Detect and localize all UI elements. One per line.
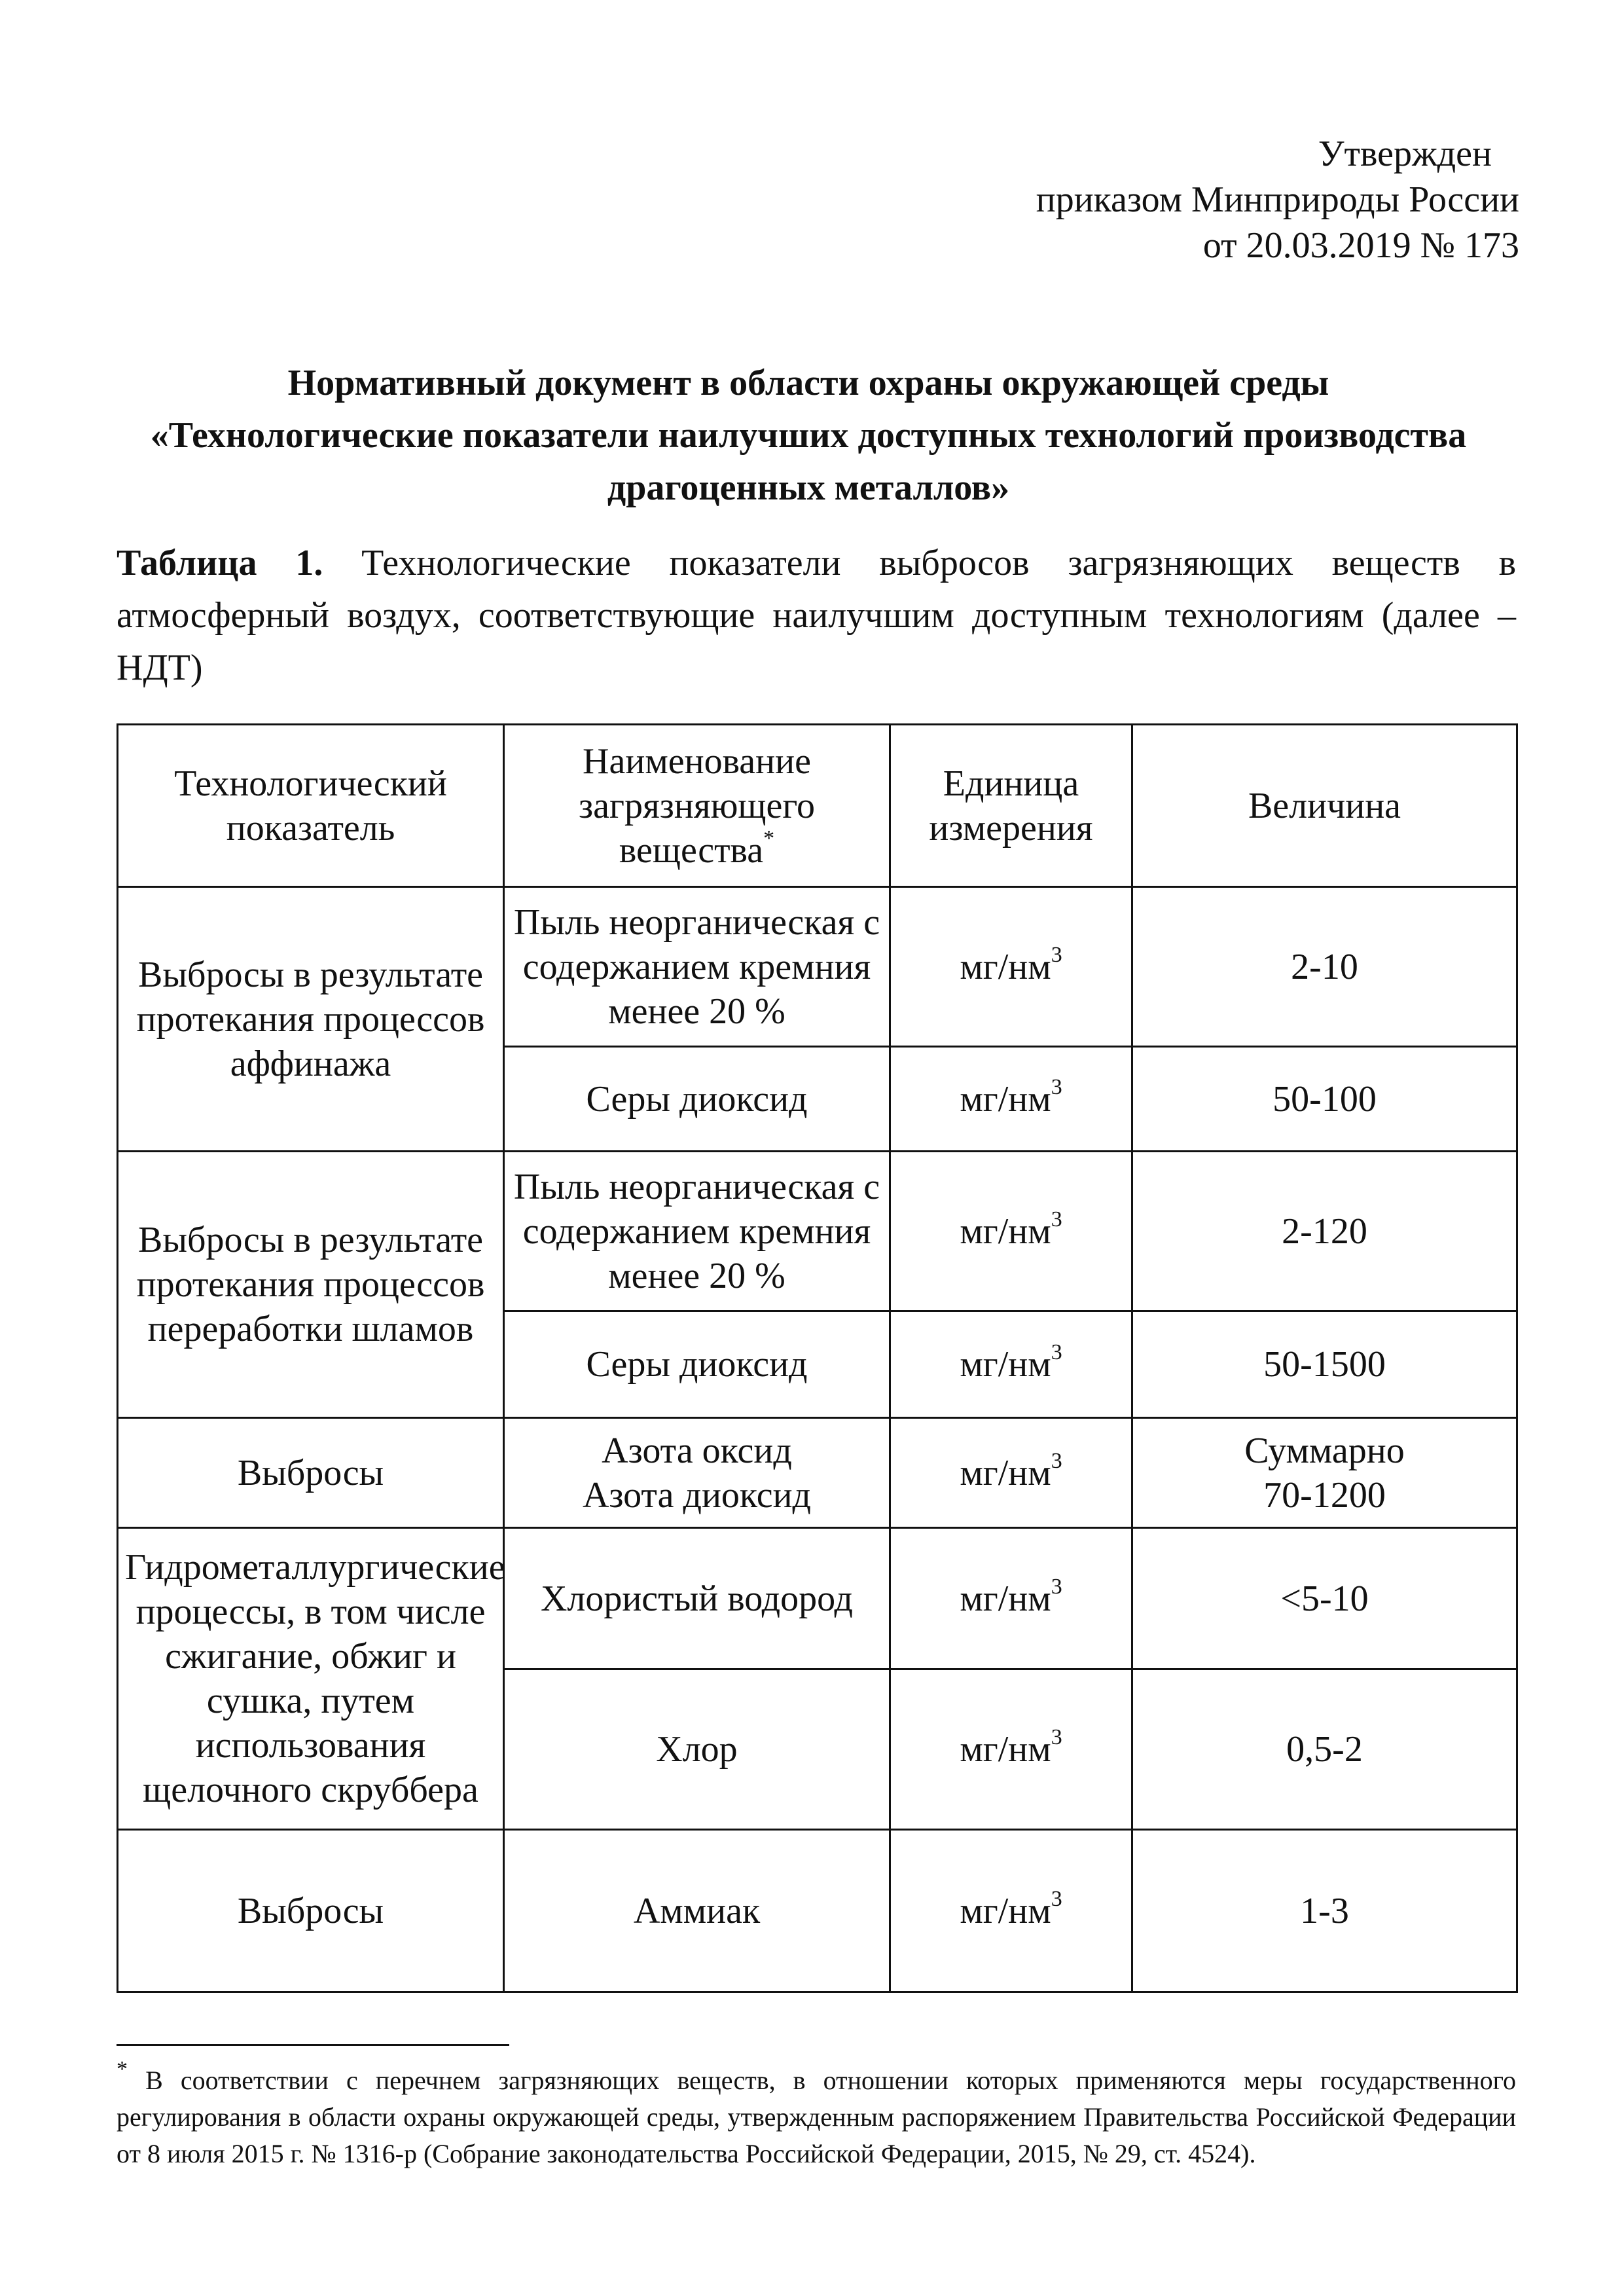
unit-cell: $мг/нм^3$	[890, 1669, 1132, 1830]
approval-stamp	[930, 131, 1519, 268]
header-substance: Наименование загрязняющего вещества*	[504, 725, 890, 887]
value-cell: 0,5-2	[1132, 1669, 1517, 1830]
title-line-2: «Технологические показатели наилучших доступных технологий производства	[150, 415, 1467, 456]
table-row	[118, 1418, 1517, 1528]
table-row	[118, 1528, 1517, 1669]
value-cell: <5-10	[1132, 1528, 1517, 1669]
unit-cell: $мг/нм^3$	[890, 1830, 1132, 1992]
value-cell: Суммарно 70-1200	[1132, 1418, 1517, 1528]
title-line-1: Нормативный документ в области охраны окружающей среды	[287, 363, 1329, 403]
value-cell: 50-100	[1132, 1047, 1517, 1152]
footnote	[117, 2056, 1517, 2172]
substance-cell: Аммиак	[504, 1830, 890, 1992]
approval-line-3: от 20.03.2019 № 173	[1202, 225, 1519, 266]
table-header-row	[118, 725, 1517, 887]
table-row	[118, 1830, 1517, 1992]
substance-cell: Хлористый водород	[504, 1528, 890, 1669]
footnote-text: В соответствии с перечнем загрязняющих веществ, в отношении которых применяются меры государственного регулирования в области охраны окружающей среды, утвержденным распоряжением Правительства Российской Федерации от 8 июля 2015 г. № 1316-р (Собрание законодательства Российской Федерации, 2015, № 29, ст. 4524).	[117, 2066, 1517, 2168]
unit-cell: $мг/нм^3$	[890, 1047, 1132, 1152]
approval-line-2: приказом Минприроды России	[1036, 179, 1519, 220]
value-cell: 2-120	[1132, 1152, 1517, 1311]
indicator-cell: Выбросы	[118, 1830, 504, 1992]
indicator-cell: Выбросы в результате протекания процессов аффинажа	[118, 887, 504, 1152]
footnote-mark: *	[117, 2056, 128, 2081]
table-caption-text: Технологические показатели выбросов загрязняющих веществ в атмосферный воздух, соответствующие наилучшим доступным технологиям (далее – НДТ)	[117, 543, 1517, 688]
document-title	[98, 357, 1519, 514]
unit-cell: $мг/нм^3$	[890, 1311, 1132, 1418]
substance-cell: Азота оксид Азота диоксид	[504, 1418, 890, 1528]
substance-cell: Серы диоксид	[504, 1047, 890, 1152]
header-indicator: Технологический показатель	[118, 725, 504, 887]
footnote-divider	[117, 2044, 509, 2046]
unit-cell: $мг/нм^3$	[890, 1152, 1132, 1311]
unit-cell: $мг/нм^3$	[890, 887, 1132, 1047]
substance-cell: Пыль неорганическая с содержанием кремния менее 20 %	[504, 1152, 890, 1311]
indicator-cell: Выбросы	[118, 1418, 504, 1528]
header-unit: Единица измерения	[890, 725, 1132, 887]
substance-cell: Серы диоксид	[504, 1311, 890, 1418]
table-row	[118, 887, 1517, 1047]
value-cell: 2-10	[1132, 887, 1517, 1047]
table-row	[118, 1152, 1517, 1311]
indicator-cell: Гидрометаллургические процессы, в том числе сжигание, обжиг и сушка, путем использования щелочного скруббера	[118, 1528, 504, 1830]
table-caption	[117, 537, 1516, 694]
substance-cell: Пыль неорганическая с содержанием кремния менее 20 %	[504, 887, 890, 1047]
substance-cell: Хлор	[504, 1669, 890, 1830]
value-cell: 50-1500	[1132, 1311, 1517, 1418]
emissions-table	[117, 723, 1518, 1993]
table-caption-label: Таблица 1.	[117, 543, 323, 583]
header-value: Величина	[1132, 725, 1517, 887]
indicator-cell: Выбросы в результате протекания процессов переработки шламов	[118, 1152, 504, 1418]
header-footnote-mark: *	[763, 826, 775, 850]
title-line-3: драгоценных металлов»	[607, 467, 1010, 508]
unit-cell: $мг/нм^3$	[890, 1418, 1132, 1528]
unit-cell: $мг/нм^3$	[890, 1528, 1132, 1669]
value-cell: 1-3	[1132, 1830, 1517, 1992]
approval-line-1: Утвержден	[1318, 134, 1492, 174]
